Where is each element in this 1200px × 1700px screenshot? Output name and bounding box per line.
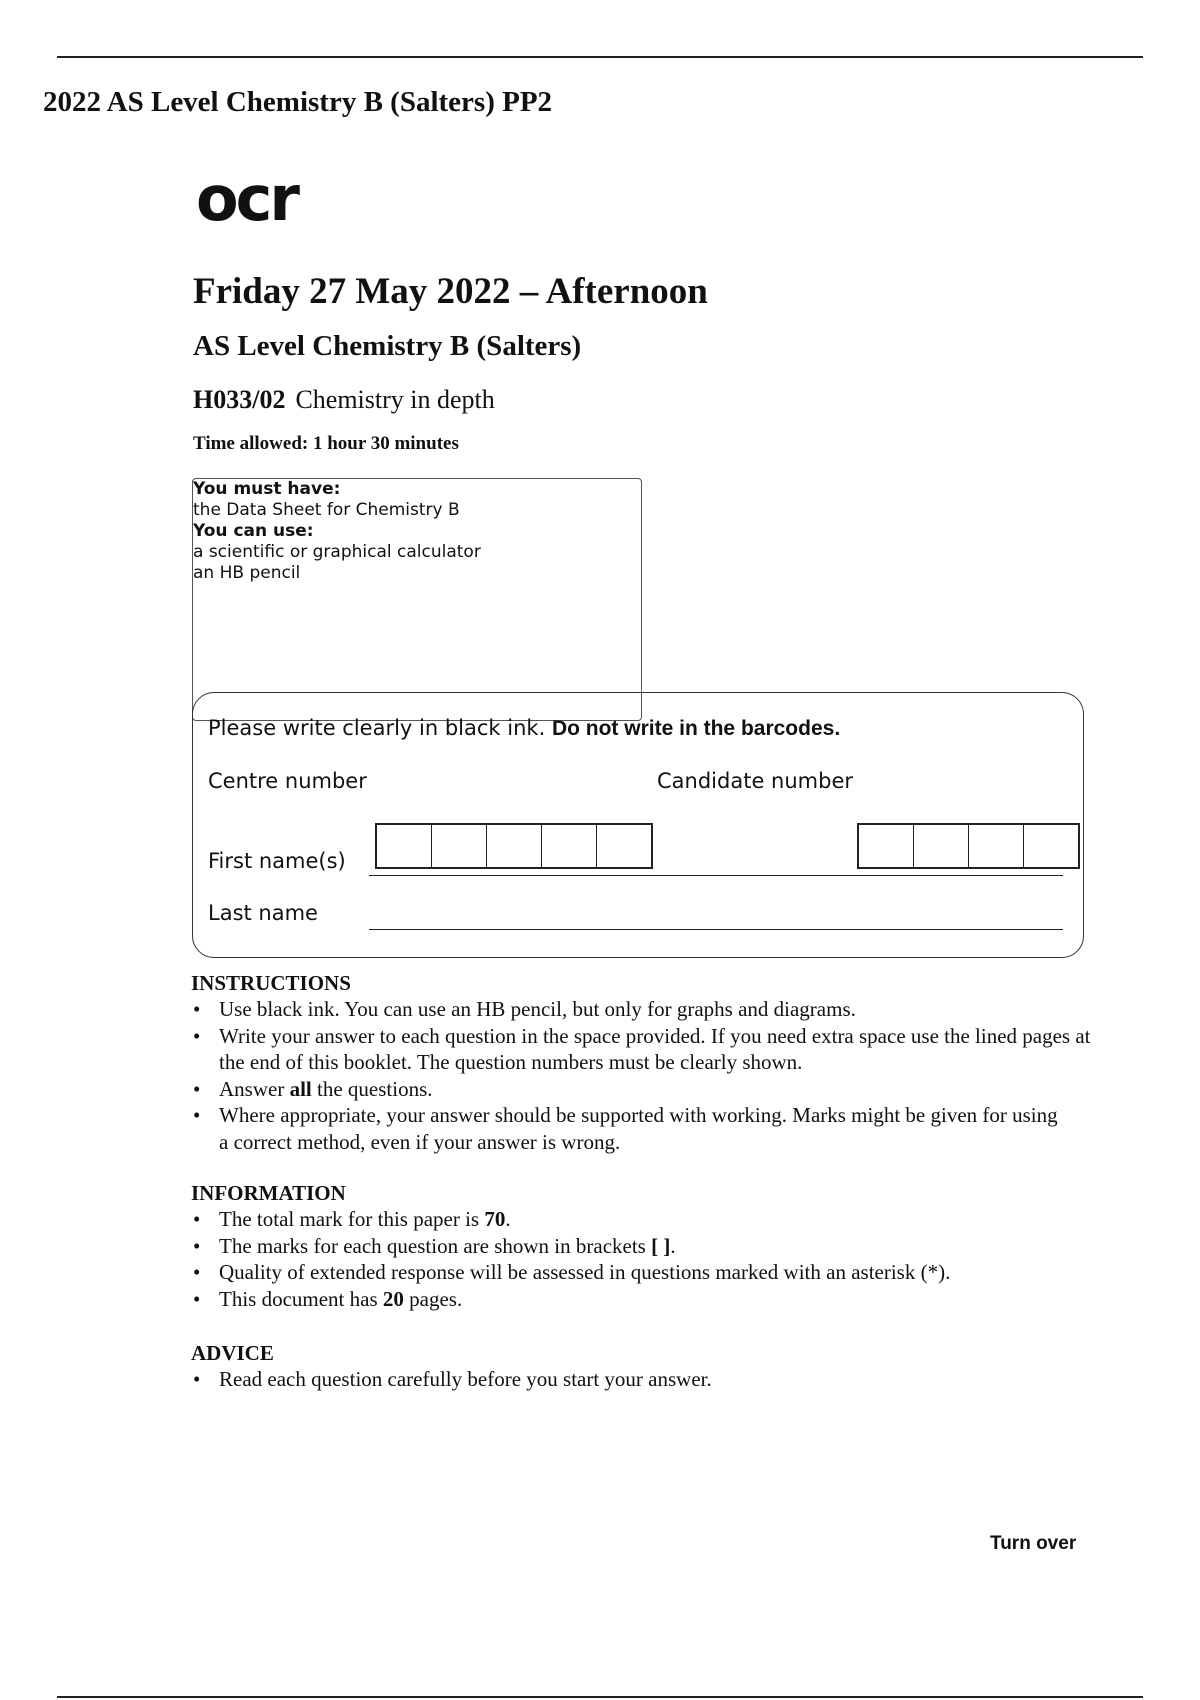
first-name-label: First name(s) [208,849,346,873]
digit-box[interactable] [432,825,487,867]
instruction-item: • Where appropriate, your answer should be supported with working. Marks might be given for using a correct method, even if your answer is wrong. [191,1102,1059,1155]
exam-subject: AS Level Chemistry B (Salters) [193,330,582,362]
instruction-item: • Answer all the questions. [191,1076,1119,1103]
ocr-logo: ocr [196,162,297,235]
top-rule [57,56,1143,58]
instruction-item: • Write your answer to each question in the space provided. If you need extra space use the lined pages at the end of this booklet. The question numbers must be clearly shown. [191,1023,1099,1076]
last-name-field[interactable] [369,929,1063,930]
digit-box[interactable] [542,825,597,867]
instruction-item: • Use black ink. You can use an HB pencil, but only for graphs and diagrams. [191,996,1119,1023]
advice-item: • Read each question carefully before you start your answer. [191,1366,1119,1393]
paper-line [193,385,495,415]
instructions-heading: INSTRUCTIONS [191,971,351,995]
information-item: • This document has 20 pages. [191,1286,1119,1313]
centre-number-label: Centre number [208,769,367,793]
digit-box[interactable] [969,825,1024,867]
candidate-number-boxes[interactable] [857,823,1080,869]
advice-section [191,1340,1119,1393]
can-use-item: a scientific or graphical calculator [193,542,481,562]
instructions-section [191,970,1119,1155]
can-use-heading: You can use: [193,521,314,541]
information-section [191,1180,1119,1312]
information-item: • The marks for each question are shown in brackets [ ]. [191,1233,1119,1260]
candidate-details-box [192,692,1084,958]
exam-date: Friday 27 May 2022 – Afternoon [193,271,708,312]
paper-title: Chemistry in depth [295,385,495,414]
information-heading: INFORMATION [191,1181,346,1205]
first-name-field[interactable] [369,875,1063,876]
time-allowed: Time allowed: 1 hour 30 minutes [193,433,459,454]
digit-box[interactable] [487,825,542,867]
document-title: 2022 AS Level Chemistry B (Salters) PP2 [43,86,553,118]
advice-heading: ADVICE [191,1341,274,1365]
digit-box[interactable] [597,825,651,867]
last-name-label: Last name [208,901,318,925]
centre-number-boxes[interactable] [375,823,653,869]
can-use-item: an HB pencil [193,563,301,583]
digit-box[interactable] [1024,825,1078,867]
digit-box[interactable] [859,825,914,867]
digit-box[interactable] [377,825,432,867]
turn-over-label: Turn over [990,1533,1077,1554]
must-have-item: the Data Sheet for Chemistry B [193,500,460,520]
black-ink-note: Please write clearly in black ink. Do not write in the barcodes. [208,716,841,740]
must-have-heading: You must have: [193,479,341,499]
information-item: • The total mark for this paper is 70. [191,1206,1119,1233]
digit-box[interactable] [914,825,969,867]
requirements-box [192,478,642,721]
bottom-rule [57,1696,1143,1698]
paper-code: H033/02 [193,385,286,414]
information-item: • Quality of extended response will be assessed in questions marked with an asterisk (*). [191,1259,1119,1286]
candidate-number-label: Candidate number [657,769,853,793]
